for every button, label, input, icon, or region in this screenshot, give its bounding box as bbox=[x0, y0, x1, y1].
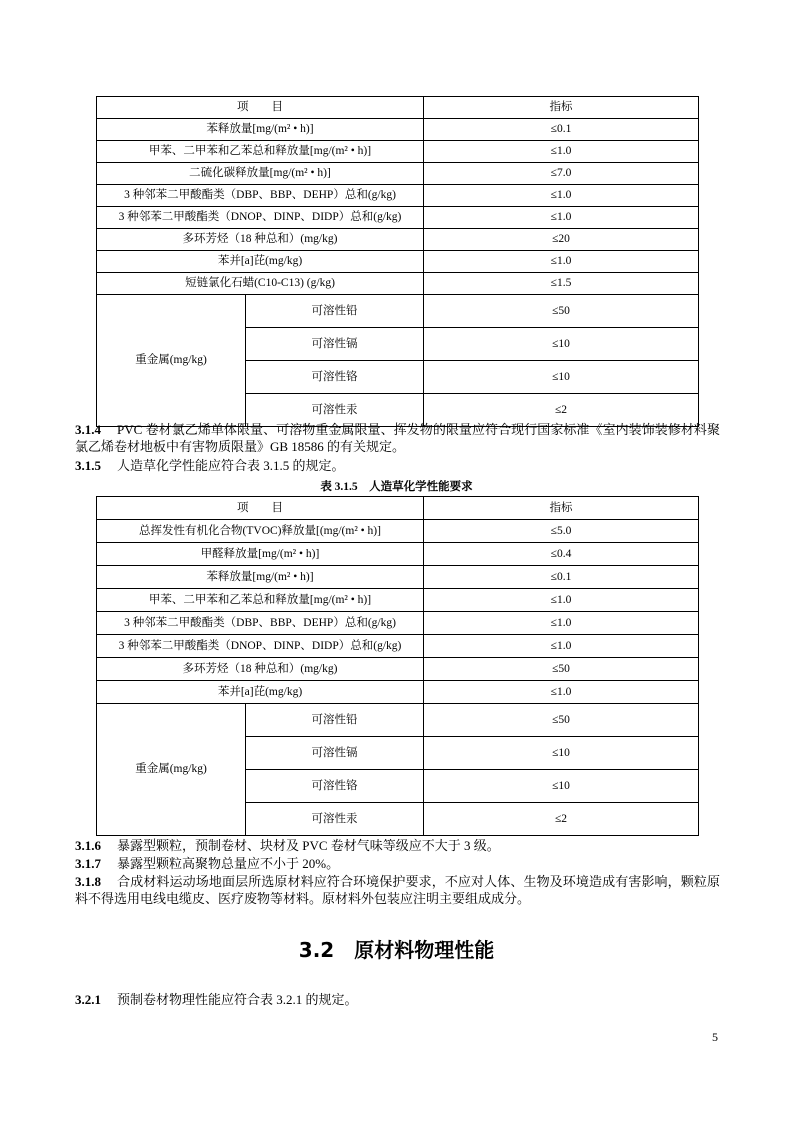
heavy-metal-value: ≤10 bbox=[424, 361, 699, 394]
table-row bbox=[97, 295, 699, 328]
row-value: ≤0.1 bbox=[424, 566, 699, 589]
table-row bbox=[97, 704, 699, 737]
table-header-row bbox=[97, 97, 699, 119]
heavy-metal-value: ≤10 bbox=[424, 737, 699, 770]
row-value: ≤1.0 bbox=[424, 207, 699, 229]
heavy-metal-label: 重金属(mg/kg) bbox=[97, 704, 246, 836]
row-value: ≤1.0 bbox=[424, 185, 699, 207]
row-item: 3 种邻苯二甲酸酯类（DBP、BBP、DEHP）总和(g/kg) bbox=[97, 185, 424, 207]
table-row bbox=[97, 520, 699, 543]
table-row bbox=[97, 681, 699, 704]
page-number: 5 bbox=[712, 1030, 718, 1044]
row-item: 二硫化碳释放量[mg/(m² • h)] bbox=[97, 163, 424, 185]
clause-number: 3.1.8 bbox=[75, 874, 101, 889]
clause-number: 3.1.6 bbox=[75, 838, 101, 853]
table-row bbox=[97, 589, 699, 612]
clause-text: 暴露型颗粒，预制卷材、块材及 PVC 卷材气味等级应不大于 3 级。 bbox=[117, 838, 500, 853]
header-item: 项 目 bbox=[97, 497, 424, 520]
heavy-metal-item: 可溶性镉 bbox=[246, 328, 424, 361]
row-item: 多环芳烃（18 种总和）(mg/kg) bbox=[97, 229, 424, 251]
row-item: 3 种邻苯二甲酸酯类（DNOP、DINP、DIDP）总和(g/kg) bbox=[97, 635, 424, 658]
table-row bbox=[97, 141, 699, 163]
heavy-metal-item: 可溶性铬 bbox=[246, 770, 424, 803]
row-item: 总挥发性有机化合物(TVOC)释放量[(mg/(m² • h)] bbox=[97, 520, 424, 543]
row-item: 苯并[a]芘(mg/kg) bbox=[97, 251, 424, 273]
row-value: ≤0.1 bbox=[424, 119, 699, 141]
clause-3-1-5 bbox=[75, 457, 720, 474]
heavy-metal-item: 可溶性镉 bbox=[246, 737, 424, 770]
table-row bbox=[97, 207, 699, 229]
table-header-row bbox=[97, 497, 699, 520]
row-item: 苯并[a]芘(mg/kg) bbox=[97, 681, 424, 704]
table-row bbox=[97, 543, 699, 566]
table-row bbox=[97, 635, 699, 658]
table-row bbox=[97, 273, 699, 295]
clause-number: 3.1.4 bbox=[75, 422, 101, 437]
row-value: ≤1.5 bbox=[424, 273, 699, 295]
heavy-metal-value: ≤10 bbox=[424, 328, 699, 361]
row-value: ≤1.0 bbox=[424, 141, 699, 163]
clause-text: 暴露型颗粒高聚物总量应不小于 20%。 bbox=[117, 856, 340, 871]
heavy-metal-item: 可溶性铅 bbox=[246, 704, 424, 737]
table-row bbox=[97, 185, 699, 207]
table-row bbox=[97, 163, 699, 185]
heavy-metal-item: 可溶性铅 bbox=[246, 295, 424, 328]
chemical-limits-table-1 bbox=[96, 96, 699, 427]
table-row bbox=[97, 251, 699, 273]
heavy-metal-item: 可溶性铬 bbox=[246, 361, 424, 394]
row-item: 短链氯化石蜡(C10-C13) (g/kg) bbox=[97, 273, 424, 295]
heavy-metal-value: ≤50 bbox=[424, 295, 699, 328]
row-item: 甲苯、二甲苯和乙苯总和释放量[mg/(m² • h)] bbox=[97, 589, 424, 612]
chemical-limits-table-2 bbox=[96, 496, 699, 836]
clause-number: 3.2.1 bbox=[75, 992, 101, 1007]
clause-text: 合成材料运动场地面层所选原材料应符合环境保护要求，不应对人体、生物及环境造成有害影响，颗粒原料不得选用电线电缆皮、医疗废物等材料。原材料外包装应注明主要组成成分。 bbox=[75, 874, 720, 906]
heavy-metal-value: ≤2 bbox=[424, 803, 699, 836]
row-value: ≤50 bbox=[424, 658, 699, 681]
heavy-metal-value: ≤50 bbox=[424, 704, 699, 737]
clause-text: PVC 卷材氯乙烯单体限量、可溶物重金属限量、挥发物的限量应符合现行国家标准《室内装饰装修材料聚氯乙烯卷材地板中有害物质限量》GB 18586 的有关规定。 bbox=[75, 422, 720, 454]
heavy-metal-label: 重金属(mg/kg) bbox=[97, 295, 246, 427]
heavy-metal-value: ≤2 bbox=[424, 394, 699, 427]
table-row bbox=[97, 566, 699, 589]
row-value: ≤1.0 bbox=[424, 612, 699, 635]
header-value: 指标 bbox=[424, 497, 699, 520]
clause-text: 人造草化学性能应符合表 3.1.5 的规定。 bbox=[117, 458, 345, 473]
clause-3-1-4 bbox=[75, 421, 720, 455]
row-value: ≤7.0 bbox=[424, 163, 699, 185]
table-row bbox=[97, 119, 699, 141]
row-item: 甲醛释放量[mg/(m² • h)] bbox=[97, 543, 424, 566]
clause-3-1-7 bbox=[75, 855, 720, 872]
heavy-metal-value: ≤10 bbox=[424, 770, 699, 803]
heavy-metal-item: 可溶性汞 bbox=[246, 394, 424, 427]
row-value: ≤1.0 bbox=[424, 635, 699, 658]
header-value: 指标 bbox=[424, 97, 699, 119]
clause-3-1-6 bbox=[75, 837, 720, 854]
table-row bbox=[97, 658, 699, 681]
row-item: 苯释放量[mg/(m² • h)] bbox=[97, 119, 424, 141]
row-item: 多环芳烃（18 种总和）(mg/kg) bbox=[97, 658, 424, 681]
clause-text: 预制卷材物理性能应符合表 3.2.1 的规定。 bbox=[117, 992, 358, 1007]
row-item: 甲苯、二甲苯和乙苯总和释放量[mg/(m² • h)] bbox=[97, 141, 424, 163]
section-heading: 3.2 原材料物理性能 bbox=[298, 938, 495, 962]
clause-3-2-1 bbox=[75, 991, 720, 1008]
table-row bbox=[97, 612, 699, 635]
row-item: 3 种邻苯二甲酸酯类（DNOP、DINP、DIDP）总和(g/kg) bbox=[97, 207, 424, 229]
heavy-metal-item: 可溶性汞 bbox=[246, 803, 424, 836]
row-value: ≤1.0 bbox=[424, 681, 699, 704]
row-value: ≤1.0 bbox=[424, 251, 699, 273]
row-item: 3 种邻苯二甲酸酯类（DBP、BBP、DEHP）总和(g/kg) bbox=[97, 612, 424, 635]
row-value: ≤1.0 bbox=[424, 589, 699, 612]
row-value: ≤0.4 bbox=[424, 543, 699, 566]
row-item: 苯释放量[mg/(m² • h)] bbox=[97, 566, 424, 589]
row-value: ≤5.0 bbox=[424, 520, 699, 543]
clause-number: 3.1.7 bbox=[75, 856, 101, 871]
clause-number: 3.1.5 bbox=[75, 458, 101, 473]
row-value: ≤20 bbox=[424, 229, 699, 251]
clause-3-1-8 bbox=[75, 873, 720, 907]
header-item: 项 目 bbox=[97, 97, 424, 119]
table-caption: 表 3.1.5 人造草化学性能要求 bbox=[320, 481, 473, 493]
table-row bbox=[97, 229, 699, 251]
